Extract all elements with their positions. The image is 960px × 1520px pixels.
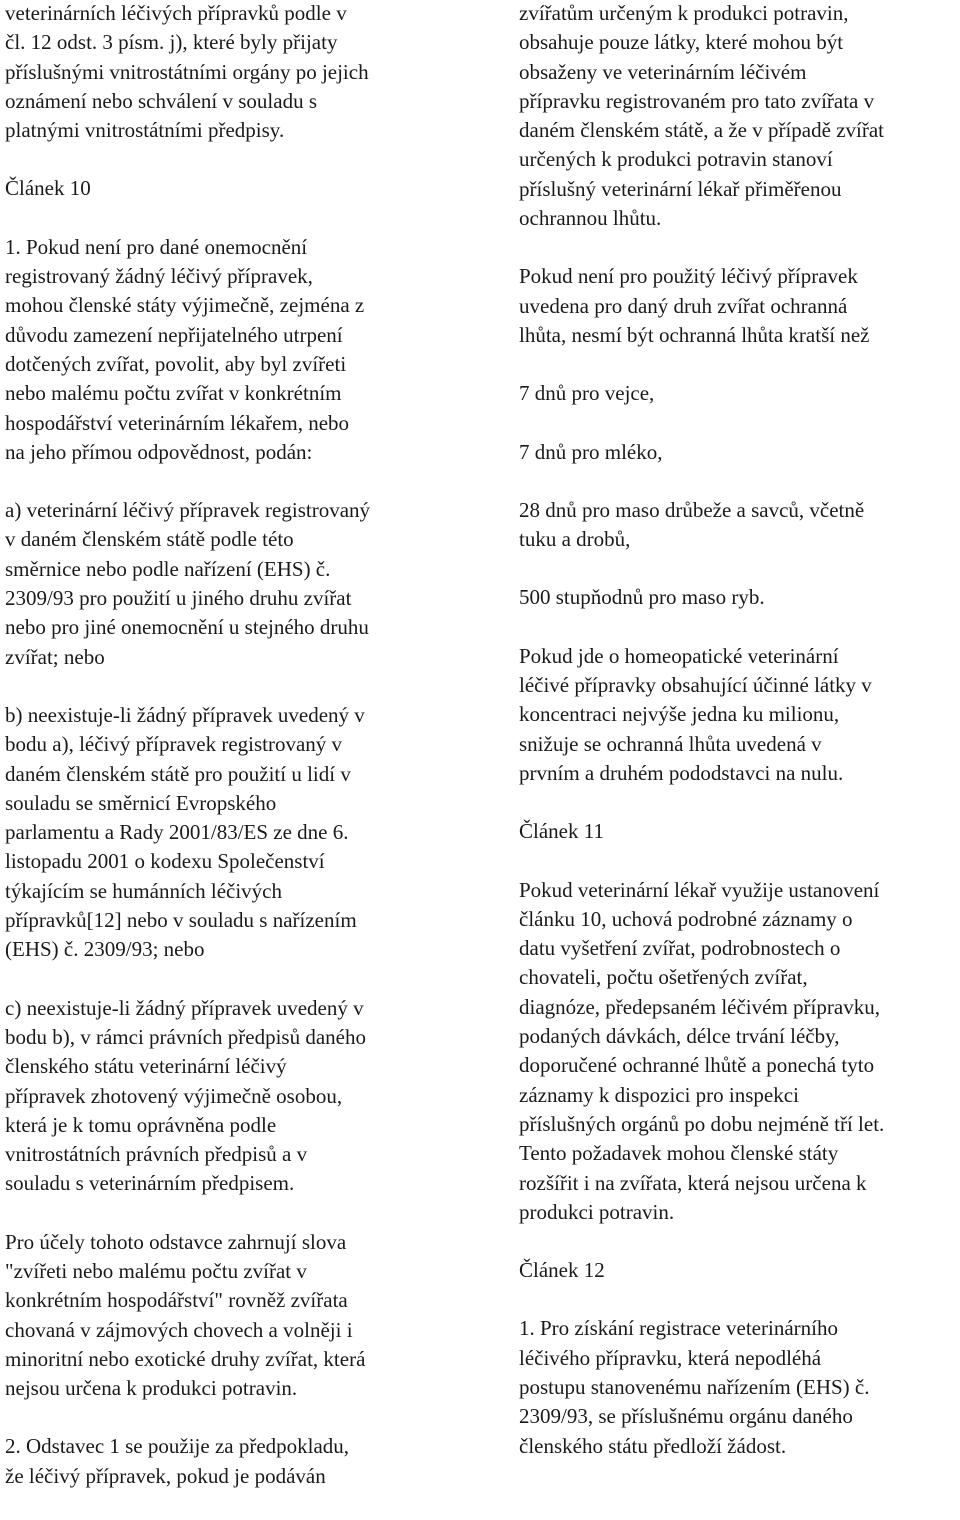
text-line: Pokud není pro použitý léčivý přípravek (519, 264, 858, 289)
paragraph (519, 0, 960, 233)
text-line: listopadu 2001 o kodexu Společenství (5, 849, 325, 874)
text-line: "zvířeti nebo malému počtu zvířat v (5, 1258, 307, 1283)
text-line: vnitrostátních právních předpisů a v (5, 1142, 308, 1167)
text-line: tuku a drobů, (519, 527, 631, 552)
text-line: 2309/93 pro použití u jiného druhu zvířat (5, 586, 352, 611)
text-line: Pokud jde o homeopatické veterinární (519, 643, 839, 668)
text-line: platnými vnitrostátními předpisy. (5, 118, 285, 143)
text-line: záznamy k dispozici pro inspekci (519, 1082, 799, 1107)
text-line: c) neexistuje-li žádný přípravek uvedený v (5, 995, 364, 1020)
paragraph (5, 496, 467, 672)
text-line: postupu stanovenému nařízením (EHS) č. (519, 1374, 870, 1399)
text-line: článku 10, uchová podrobné záznamy o (519, 906, 853, 931)
text-line: doporučené ochranné lhůtě a ponechá tyto (519, 1053, 875, 1078)
text-line: rozšířit i na zvířata, která nejsou určena k (519, 1170, 867, 1195)
text-line: bodu b), v rámci právních předpisů daného (5, 1024, 366, 1049)
text-line: koncentraci nejvýše jedna ku milionu, (519, 702, 840, 727)
text-line: přípravků[12] nebo v souladu s nařízením (5, 908, 357, 933)
paragraph (5, 174, 467, 203)
text-line: která je k tomu oprávněna podle (5, 1112, 277, 1137)
paragraph (5, 994, 467, 1199)
text-line: přípravek zhotovený výjimečně osobou, (5, 1083, 343, 1108)
text-line: produkci potravin. (519, 1199, 675, 1224)
paragraph (519, 379, 960, 408)
text-line: zvířatům určeným k produkci potravin, (519, 1, 849, 25)
text-line: minoritní nebo exotické druhy zvířat, která (5, 1346, 366, 1371)
text-line: mohou členské státy výjimečně, zejména z (5, 293, 365, 318)
text-line: datu vyšetření zvířat, podrobnostech o (519, 936, 841, 961)
text-line: Pokud veterinární lékař využije ustanovení (519, 877, 880, 902)
text-line: a) veterinární léčivý přípravek registrovaný (5, 498, 371, 523)
text-line: diagnóze, předepsaném léčivém přípravku, (519, 994, 880, 1019)
paragraph (519, 438, 960, 467)
text-line: 2309/93, se příslušnému orgánu daného (519, 1404, 853, 1429)
text-line: nejsou určena k produkci potravin. (5, 1376, 298, 1401)
text-line: Článek 11 (519, 819, 604, 844)
paragraph (5, 1228, 467, 1404)
text-line: Článek 10 (5, 176, 91, 201)
text-line: důvodu zamezení nepřijatelného utrpení (5, 322, 343, 347)
text-line: příslušných orgánů po dobu nejméně tří let. (519, 1111, 885, 1136)
text-line: uvedena pro daný druh zvířat ochranná (519, 293, 848, 318)
right-text-column (519, 0, 960, 1490)
paragraph (519, 496, 960, 555)
text-line: 500 stupňodnů pro maso ryb. (519, 585, 765, 610)
paragraph (5, 701, 467, 965)
paragraph (519, 1314, 960, 1460)
text-line: přípravku registrovaném pro tato zvířata v (519, 88, 875, 113)
text-line: obsahuje pouze látky, které mohou být (519, 30, 844, 55)
text-line: oznámení nebo schválení v souladu s (5, 88, 318, 113)
text-line: Článek 12 (519, 1258, 605, 1283)
text-line: souladu s veterinárním předpisem. (5, 1171, 295, 1196)
text-line: dotčených zvířat, povolit, aby byl zvířeti (5, 351, 347, 376)
text-line: příslušný veterinární lékař přiměřenou (519, 176, 842, 201)
text-line: podaných dávkách, délce trvání léčby, (519, 1024, 840, 1049)
text-line: chovateli, počtu ošetřených zvířat, (519, 965, 808, 990)
text-line: prvním a druhém pododstavci na nulu. (519, 760, 844, 785)
text-line: bodu a), léčivý přípravek registrovaný v (5, 732, 343, 757)
text-line: obsaženy ve veterinárním léčivém (519, 59, 807, 84)
text-line: 2. Odstavec 1 se použije za předpokladu, (5, 1434, 350, 1459)
paragraph (519, 876, 960, 1228)
text-line: registrovaný žádný léčivý přípravek, (5, 264, 313, 289)
paragraph (5, 1432, 467, 1491)
text-line: ochrannou lhůtu. (519, 206, 662, 231)
text-line: snižuje se ochranná lhůta uvedená v (519, 731, 822, 756)
paragraph (519, 262, 960, 350)
text-line: že léčivý přípravek, pokud je podáván (5, 1463, 326, 1488)
paragraph (519, 817, 960, 846)
text-line: (EHS) č. 2309/93; nebo (5, 937, 205, 962)
text-line: souladu se směrnicí Evropského (5, 790, 277, 815)
text-line: 7 dnů pro mléko, (519, 439, 663, 464)
paragraph (519, 1256, 960, 1285)
paragraph (5, 233, 467, 467)
text-line: určených k produkci potravin stanoví (519, 147, 833, 172)
text-line: veterinárních léčivých přípravků podle v (5, 1, 347, 25)
paragraph (519, 642, 960, 788)
text-line: 1. Pro získání registrace veterinárního (519, 1316, 838, 1341)
text-line: léčivé přípravky obsahující účinné látky v (519, 673, 872, 698)
text-line: členského státu předloží žádost. (519, 1433, 787, 1458)
paragraph (519, 583, 960, 612)
text-line: 28 dnů pro maso drůbeže a savců, včetně (519, 497, 865, 522)
paragraph (5, 0, 467, 145)
text-line: léčivého přípravku, která nepodléhá (519, 1345, 822, 1370)
text-line: zvířat; nebo (5, 644, 105, 669)
text-line: daném členském státě pro použití u lidí v (5, 761, 351, 786)
text-line: chovaná v zájmových chovech a volněji i (5, 1317, 353, 1342)
text-line: týkajícím se humánních léčivých (5, 878, 282, 903)
text-line: v daném členském státě podle této (5, 527, 294, 552)
left-text-column (5, 0, 467, 1520)
text-line: Pro účely tohoto odstavce zahrnují slova (5, 1229, 347, 1254)
text-line: směrnice nebo podle nařízení (EHS) č. (5, 556, 331, 581)
text-line: konkrétním hospodářství" rovněž zvířata (5, 1288, 348, 1313)
text-line: lhůta, nesmí být ochranná lhůta kratší než (519, 322, 870, 347)
text-line: daném členském státě, a že v případě zvířat (519, 118, 884, 143)
text-line: členského státu veterinární léčivý (5, 1054, 287, 1079)
text-line: 1. Pokud není pro dané onemocnění (5, 234, 308, 259)
text-line: nebo pro jiné onemocnění u stejného druhu (5, 615, 369, 640)
text-line: b) neexistuje-li žádný přípravek uvedený v (5, 702, 365, 727)
text-line: hospodářství veterinárním lékařem, nebo (5, 410, 350, 435)
text-line: 7 dnů pro vejce, (519, 381, 655, 406)
text-line: Tento požadavek mohou členské státy (519, 1141, 839, 1166)
text-line: příslušnými vnitrostátními orgány po jejich (5, 59, 369, 84)
text-line: čl. 12 odst. 3 písm. j), které byly přijaty (5, 30, 338, 55)
text-line: parlamentu a Rady 2001/83/ES ze dne 6. (5, 820, 349, 845)
text-line: nebo malému počtu zvířat v konkrétním (5, 381, 342, 406)
text-line: na jeho přímou odpovědnost, podán: (5, 439, 313, 464)
